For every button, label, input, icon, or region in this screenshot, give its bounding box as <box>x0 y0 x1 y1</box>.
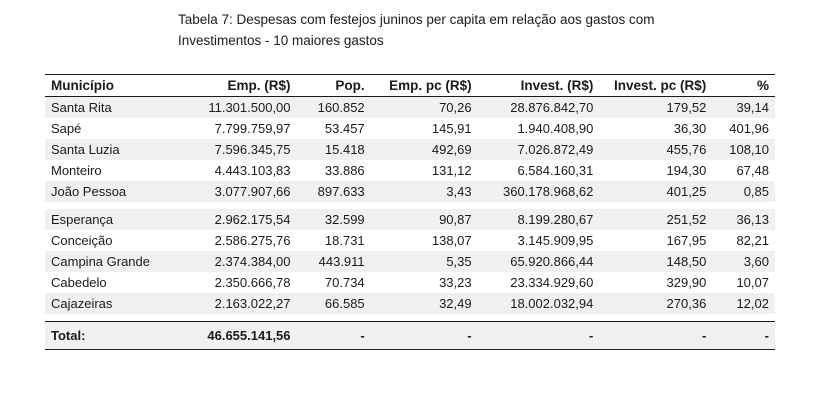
cell-pop: 32.599 <box>297 209 371 230</box>
cell-total-emp: 46.655.141,56 <box>181 322 297 350</box>
table-row <box>45 118 775 139</box>
cell-municipio: Conceição <box>51 233 113 248</box>
cell-invest: 18.002.032,94 <box>478 293 600 314</box>
cell-total-pct: - <box>712 322 775 350</box>
cell-pop: 15.418 <box>297 139 371 160</box>
cell-emp: 11.301.500,00 <box>181 97 297 119</box>
cell-emp-pc: 5,35 <box>371 251 478 272</box>
cell-pct: 39,14 <box>712 97 775 119</box>
cell-invest-pc: 36,30 <box>673 121 707 136</box>
table-row <box>45 97 775 119</box>
table-total-row <box>45 322 775 350</box>
column-header-pop: Pop. <box>297 75 371 97</box>
cell-pct: 401,96 <box>729 121 769 136</box>
cell-pop: 18.731 <box>324 233 365 248</box>
cell-invest: 6.584.160,31 <box>517 163 594 178</box>
cell-emp-pc: 138,07 <box>431 233 472 248</box>
data-table <box>45 74 775 350</box>
cell-pct: 108,10 <box>712 139 775 160</box>
table-row <box>45 272 775 293</box>
cell-pop: 897.633 <box>297 181 371 202</box>
table-body <box>45 97 775 350</box>
table-header <box>45 75 775 97</box>
cell-pop: 33.886 <box>324 163 365 178</box>
cell-emp: 2.586.275,76 <box>214 233 291 248</box>
table-caption: Tabela 7: Despesas com festejos juninos per capita em relação aos gastos com Investimentos - 10 maiores gastos <box>178 12 655 48</box>
table-row <box>45 209 775 230</box>
cell-emp-pc: 492,69 <box>371 139 478 160</box>
column-header-emp-pc: Emp. pc (R$) <box>371 75 478 97</box>
cell-total-invest: - <box>478 322 600 350</box>
cell-municipio: Campina Grande <box>45 251 181 272</box>
cell-emp: 2.163.022,27 <box>181 293 297 314</box>
cell-municipio: Esperança <box>45 209 181 230</box>
cell-invest-pc: 251,52 <box>599 209 712 230</box>
cell-emp: 7.799.759,97 <box>214 121 291 136</box>
table-row <box>45 160 775 181</box>
cell-pop: 160.852 <box>297 97 371 119</box>
table-header-row <box>45 75 775 97</box>
cell-total-invest-pc: - <box>599 322 712 350</box>
cell-emp: 4.443.103,83 <box>214 163 291 178</box>
cell-pop: 443.911 <box>297 251 371 272</box>
cell-pct: 82,21 <box>736 233 769 248</box>
cell-invest-pc: 194,30 <box>666 163 707 178</box>
cell-invest: 360.178.968,62 <box>478 181 600 202</box>
table-row <box>45 251 775 272</box>
cell-invest-pc: 401,25 <box>599 181 712 202</box>
cell-invest: 8.199.280,67 <box>478 209 600 230</box>
cell-emp: 2.350.666,78 <box>214 275 291 290</box>
cell-municipio: Cabedelo <box>51 275 107 290</box>
table-row <box>45 181 775 202</box>
cell-emp-pc: 90,87 <box>371 209 478 230</box>
cell-emp: 2.374.384,00 <box>181 251 297 272</box>
table-row <box>45 230 775 251</box>
cell-municipio: Monteiro <box>51 163 102 178</box>
cell-pct: 36,13 <box>712 209 775 230</box>
cell-invest: 23.334.929,60 <box>510 275 594 290</box>
cell-invest: 3.145.909,95 <box>517 233 594 248</box>
cell-pop: 53.457 <box>324 121 365 136</box>
cell-pct: 67,48 <box>736 163 769 178</box>
cell-municipio: Santa Rita <box>45 97 181 119</box>
cell-invest-pc: 167,95 <box>666 233 707 248</box>
cell-invest-pc: 329,90 <box>666 275 707 290</box>
cell-emp-pc: 3,43 <box>371 181 478 202</box>
cell-pop: 70.734 <box>324 275 365 290</box>
cell-emp-pc: 145,91 <box>431 121 472 136</box>
cell-pop: 66.585 <box>297 293 371 314</box>
cell-emp-pc: 131,12 <box>431 163 472 178</box>
cell-invest: 65.920.866,44 <box>478 251 600 272</box>
cell-municipio: Cajazeiras <box>45 293 181 314</box>
cell-invest: 7.026.872,49 <box>478 139 600 160</box>
cell-invest-pc: 455,76 <box>599 139 712 160</box>
table-container <box>45 74 775 350</box>
cell-municipio: Sapé <box>51 121 82 136</box>
cell-emp: 7.596.345,75 <box>181 139 297 160</box>
cell-invest-pc: 270,36 <box>599 293 712 314</box>
table-row <box>45 139 775 160</box>
cell-invest-pc: 148,50 <box>599 251 712 272</box>
cell-emp-pc: 32,49 <box>371 293 478 314</box>
cell-emp: 2.962.175,54 <box>181 209 297 230</box>
cell-emp: 3.077.907,66 <box>181 181 297 202</box>
cell-invest: 28.876.842,70 <box>478 97 600 119</box>
cell-invest-pc: 179,52 <box>599 97 712 119</box>
row-group-separator <box>45 314 775 322</box>
column-header-emp: Emp. (R$) <box>181 75 297 97</box>
cell-emp-pc: 33,23 <box>439 275 472 290</box>
column-header-pct: % <box>712 75 775 97</box>
cell-pct: 10,07 <box>736 275 769 290</box>
table-row <box>45 293 775 314</box>
cell-total-label: Total: <box>45 322 181 350</box>
cell-municipio: João Pessoa <box>45 181 181 202</box>
cell-municipio: Santa Luzia <box>45 139 181 160</box>
column-header-municipio: Município <box>45 75 181 97</box>
cell-total-emp-pc: - <box>371 322 478 350</box>
column-header-invest: Invest. (R$) <box>478 75 600 97</box>
cell-pct: 3,60 <box>712 251 775 272</box>
cell-invest: 1.940.408,90 <box>517 121 594 136</box>
cell-pct: 12,02 <box>712 293 775 314</box>
row-group-separator <box>45 202 775 209</box>
cell-total-pop: - <box>297 322 371 350</box>
cell-emp-pc: 70,26 <box>371 97 478 119</box>
cell-pct: 0,85 <box>712 181 775 202</box>
column-header-invest-pc: Invest. pc (R$) <box>599 75 712 97</box>
